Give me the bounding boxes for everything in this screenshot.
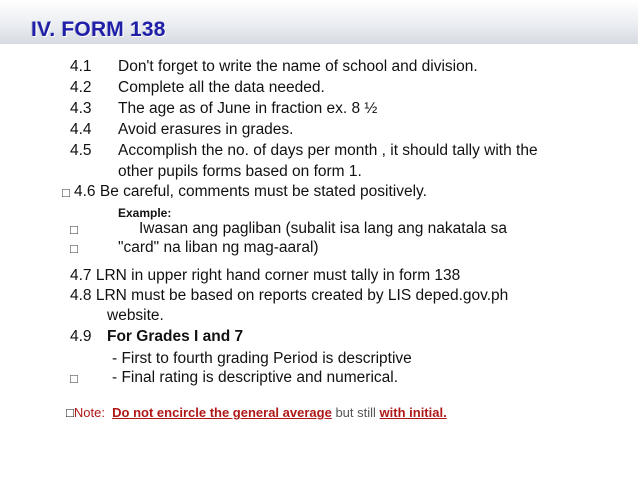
item-text: Avoid erasures in grades. [118,121,294,138]
note-text: but still [335,405,376,420]
bullet-icon: □ [62,185,70,200]
example-line: "card" na liban ng mag-aaral) [118,239,319,256]
note-line [66,405,447,420]
item-number: 4.1 [70,58,92,75]
item-text: Don't forget to write the name of school and division. [118,58,478,75]
item-text: The age as of June in fraction ex. 8 ½ [118,100,378,117]
note-emphasis: Do not encircle the general average [112,405,332,420]
item-number: 4.4 [70,121,92,138]
item-text: 4.6 Be careful, comments must be stated positively. [74,183,427,200]
item-number: 4.3 [70,100,92,117]
example-label: Example: [118,206,172,220]
example-line: Iwasan ang pagliban (subalit isa lang ang nakatala sa [139,220,507,237]
item-text: Complete all the data needed. [118,79,325,96]
item-number: 4.9 [70,328,92,345]
item-number: 4.5 [70,142,92,159]
item-text: 4.7 LRN in upper right hand corner must tally in form 138 [70,267,461,284]
item-text: Accomplish the no. of days per month , it should tally with the [118,142,538,159]
bullet-icon: □ [70,241,78,256]
bullet-icon: □ [70,222,78,237]
grades-heading: For Grades I and 7 [107,328,244,345]
item-text-continued: website. [107,307,164,324]
bullet-icon: □ [66,405,74,420]
grading-line: - Final rating is descriptive and numerical. [112,369,399,386]
note-label: Note: [73,405,105,420]
item-text: 4.8 LRN must be based on reports created by LIS deped.gov.ph [70,287,509,304]
note-emphasis: with initial. [379,405,447,420]
item-text-continued: other pupils forms based on form 1. [118,163,362,180]
item-number: 4.2 [70,79,92,96]
slide-title: IV. FORM 138 [31,18,166,41]
bullet-icon: □ [70,371,78,386]
grading-line: - First to fourth grading Period is descriptive [112,350,412,367]
